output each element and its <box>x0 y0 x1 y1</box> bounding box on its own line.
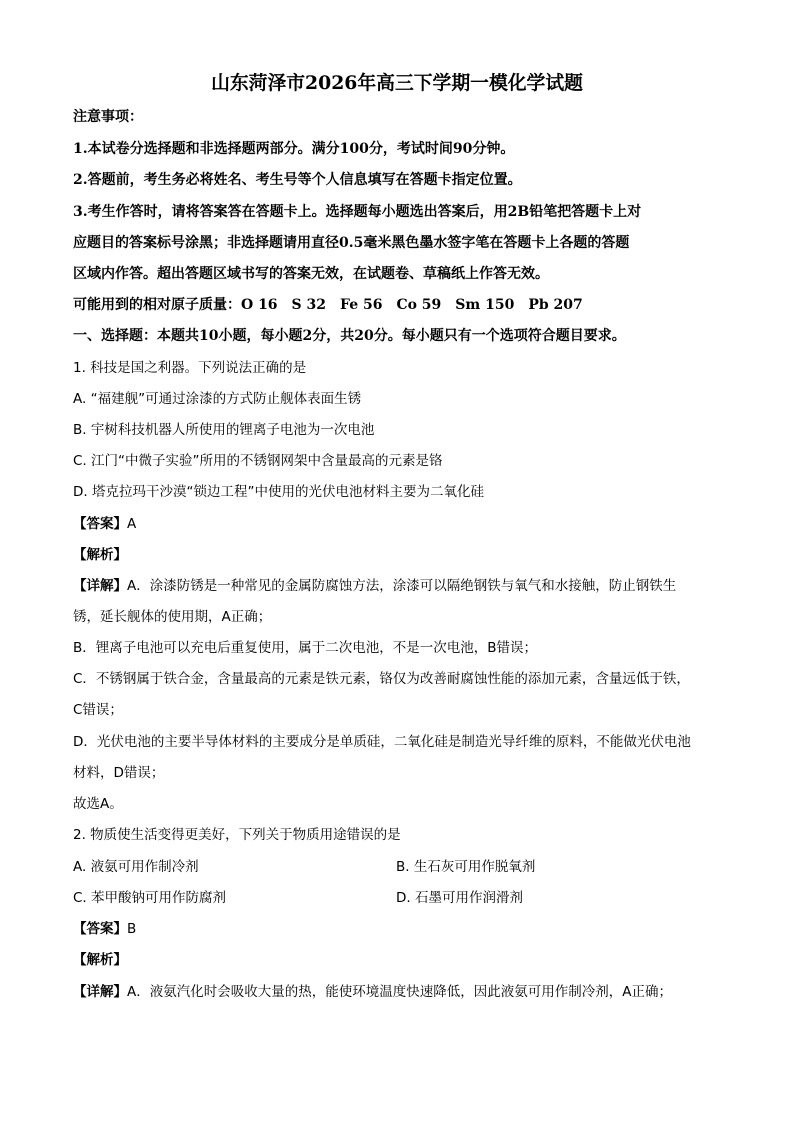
q2-stem: 2. 物质使生活变得更美好，下列关于物质用途错误的是 <box>73 827 401 843</box>
q1-detail-d-line-2: 材料，D错误； <box>73 765 165 781</box>
q2-answer-value: B <box>127 921 137 937</box>
q2-analysis-label: 【解析】 <box>73 952 127 968</box>
q2-detail-a <box>73 982 672 1002</box>
notice-item-3-line-2: 应题目的答案标号涂黑；非选择题请用直径0.5毫米黑色墨水签字笔在答题卡上各题的答题 <box>73 235 630 251</box>
q1-detail-a-line-2: 锈，延长舰体的使用期，A正确； <box>73 609 272 625</box>
q1-detail-a-line-1 <box>73 576 676 596</box>
q2-detail-label: 【详解】 <box>73 984 127 1000</box>
q1-analysis-label: 【解析】 <box>73 547 127 563</box>
q1-detail-label: 【详解】 <box>73 578 127 594</box>
notice-item-3-line-1: 3.考生作答时，请将答案答在答题卡上。选择题每小题选出答案后，用2B铅笔把答题卡上对 <box>73 204 642 220</box>
atomic-masses: 可能用到的相对原子质量：O 16 S 32 Fe 56 Co 59 Sm 150 Pb 207 <box>73 297 583 313</box>
notice-item-1: 1.本试卷分选择题和非选择题两部分。满分100分，考试时间90分钟。 <box>73 141 515 157</box>
q2-option-a: A. 液氨可用作制冷剂 <box>73 859 199 875</box>
q1-option-b: B. 宇树科技机器人所使用的锂离子电池为一次电池 <box>73 422 375 438</box>
q1-stem: 1. 科技是国之利器。下列说法正确的是 <box>73 360 307 376</box>
q1-detail-b: B．锂离子电池可以充电后重复使用，属于二次电池，不是一次电池，B错误； <box>73 640 538 656</box>
q1-option-c: C. 江门“中微子实验”所用的不锈钢网架中含量最高的元素是铬 <box>73 453 443 469</box>
q2-answer <box>73 919 136 939</box>
q2-answer-label: 【答案】 <box>73 921 127 937</box>
q1-option-a: A. “福建舰”可通过涂漆的方式防止舰体表面生锈 <box>73 391 362 407</box>
section-heading-choice: 一、选择题：本题共10小题，每小题2分，共20分。每小题只有一个选项符合题目要求。 <box>73 328 626 344</box>
q2-detail-a-text: A．液氨汽化时会吸收大量的热，能使环境温度快速降低，因此液氨可用作制冷剂，A正确； <box>127 984 672 1000</box>
q1-answer <box>73 514 136 534</box>
q1-answer-value: A <box>127 516 137 532</box>
q2-option-b: B. 生石灰可用作脱氧剂 <box>396 859 536 875</box>
notice-item-2: 2.答题前，考生务必将姓名、考生号等个人信息填写在答题卡指定位置。 <box>73 172 522 188</box>
notice-item-3-line-3: 区域内作答。超出答题区域书写的答案无效，在试题卷、草稿纸上作答无效。 <box>73 266 549 282</box>
q1-detail-d-line-1: D．光伏电池的主要半导体材料的主要成分是单质硅，二氧化硅是制造光导纤维的原料，不能做光伏电池 <box>73 734 691 750</box>
q1-detail-c-line-1: C．不锈钢属于铁合金，含量最高的元素是铁元素，铬仅为改善耐腐蚀性能的添加元素，含量远低于铁， <box>73 671 690 687</box>
notice-heading: 注意事项： <box>73 109 143 125</box>
q1-conclusion: 故选A。 <box>73 796 123 812</box>
q1-detail-a-text: A．涂漆防锈是一种常见的金属防腐蚀方法，涂漆可以隔绝钢铁与氧气和水接触，防止钢铁生 <box>127 578 677 594</box>
q1-answer-label: 【答案】 <box>73 516 127 532</box>
q1-detail-c-line-2: C错误； <box>73 702 123 718</box>
page-title: 山东菏泽市2026年高三下学期一模化学试题 <box>211 72 583 94</box>
q1-option-d: D. 塔克拉玛干沙漠“锁边工程”中使用的光伏电池材料主要为二氧化硅 <box>73 484 484 500</box>
q2-option-d: D. 石墨可用作润滑剂 <box>396 890 523 906</box>
q2-option-c: C. 苯甲酸钠可用作防腐剂 <box>73 890 227 906</box>
